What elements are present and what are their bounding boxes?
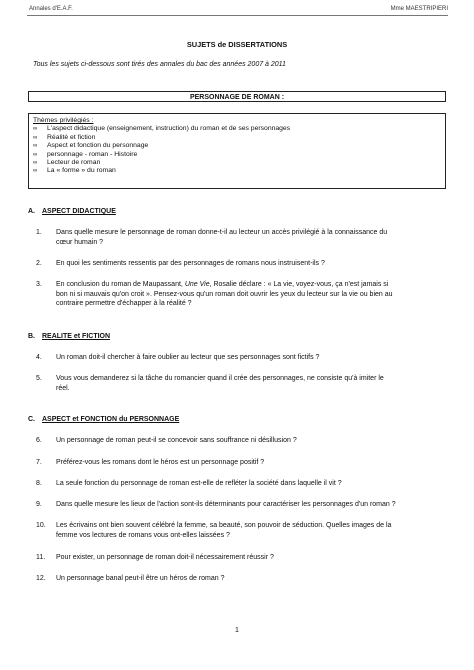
infinity-bullet-icon: ∞ xyxy=(33,151,38,158)
question-number: 3. xyxy=(36,281,42,288)
question-item xyxy=(36,521,446,540)
question-line: Un personnage banal peut-il être un héros de roman ? xyxy=(56,575,225,582)
question-number: 12. xyxy=(36,575,46,582)
question-item xyxy=(36,500,446,510)
question-number: 5. xyxy=(36,375,42,382)
question-line: Préférez-vous les romans dont le héros est un personnage positif ? xyxy=(56,459,265,466)
page-title: SUJETS de DISSERTATIONS xyxy=(186,40,288,49)
theme-item xyxy=(33,134,441,142)
question-line: Dans quelle mesure les lieux de l'action sont-ils déterminants pour caractériser les personnages d'un roman ? xyxy=(56,501,396,508)
question-item xyxy=(36,553,446,563)
section-letter: A. xyxy=(28,208,35,215)
question-line: cœur humain ? xyxy=(56,238,104,246)
book-title: Une Vie xyxy=(184,281,210,288)
theme-item xyxy=(33,167,441,175)
question-text: En conclusion du roman de Maupassant, xyxy=(56,281,185,288)
question-line: Les écrivains ont bien souvent célébré la femme, sa beauté, son pouvoir de séduction. Quelles images de la xyxy=(56,522,392,529)
theme-text: Aspect et fonction du personnage xyxy=(47,142,149,150)
question-number: 1. xyxy=(36,229,42,236)
theme-item xyxy=(33,125,441,133)
question-item xyxy=(36,228,446,247)
theme-item xyxy=(33,142,441,150)
question-line: Un roman doit-il chercher à faire oublier au lecteur que ses personnages sont fictifs ? xyxy=(56,354,320,361)
question-item xyxy=(36,479,446,489)
theme-item xyxy=(33,159,441,167)
question-item xyxy=(36,574,446,584)
theme-text: Lecteur de roman xyxy=(47,159,101,167)
question-line: contraire permettre d'échapper à la réalité ? xyxy=(56,300,192,307)
theme-text: Réalité et fiction xyxy=(47,133,96,141)
question-number: 10. xyxy=(36,522,46,529)
question-item xyxy=(36,280,446,309)
theme-text: L'aspect didactique (enseignement, instruction) du roman et de ses personnages xyxy=(47,125,291,133)
section-title: REALITE et FICTION xyxy=(42,333,111,340)
section-heading-a xyxy=(28,208,116,215)
question-number: 9. xyxy=(36,501,42,508)
infinity-bullet-icon: ∞ xyxy=(33,126,38,133)
section-letter: C. xyxy=(28,416,35,423)
question-item xyxy=(36,458,446,468)
section-heading-b xyxy=(28,333,110,340)
infinity-bullet-icon: ∞ xyxy=(33,134,38,141)
infinity-bullet-icon: ∞ xyxy=(33,160,38,167)
question-line: La seule fonction du personnage de roman est-elle de refléter la société dans laquelle il vit ? xyxy=(56,480,342,487)
section-heading-c xyxy=(28,416,179,423)
theme-item xyxy=(33,151,441,159)
header-rule xyxy=(27,15,448,16)
question-item xyxy=(36,374,446,393)
question-number: 2. xyxy=(36,260,42,267)
infinity-bullet-icon: ∞ xyxy=(33,168,38,175)
header-right: Mme MAESTRIPIERI xyxy=(390,6,448,12)
question-number: 7. xyxy=(36,459,42,466)
section-title: ASPECT DIDACTIQUE xyxy=(42,208,116,215)
page-number: 1 xyxy=(235,627,239,634)
theme-text: personnage - roman - Histoire xyxy=(47,150,138,158)
section-title: ASPECT et FONCTION du PERSONNAGE xyxy=(42,416,180,423)
question-line: Dans quelle mesure le personnage de roman donne-t-il au lecteur un accès privilégié à la connaissance du xyxy=(56,229,388,236)
question-line: réel. xyxy=(56,384,70,392)
question-number: 6. xyxy=(36,437,42,444)
question-item xyxy=(36,259,446,269)
question-line: Un personnage de roman peut-il se concevoir sans souffrance ni désillusion ? xyxy=(56,437,297,444)
question-line: bon ni si mauvais qu'on croit ». Pensez-vous qu'un roman doit ouvrir les yeux du lecteur sur la vie ou bien au xyxy=(56,290,393,298)
question-number: 11. xyxy=(36,554,46,561)
themes-box xyxy=(28,113,446,189)
question-line: En quoi les sentiments ressentis par des personnages de romans nous instruisent-ils ? xyxy=(56,260,325,267)
header-left: Annales d'E.A.F. xyxy=(29,6,73,12)
question-line: Vous vous demanderez si la tâche du romancier quand il crée des personnages, ne consiste qu'à imiter le xyxy=(56,375,384,382)
question-line xyxy=(56,280,446,290)
question-number: 4. xyxy=(36,354,42,361)
question-number: 8. xyxy=(36,480,42,487)
infinity-bullet-icon: ∞ xyxy=(33,143,38,150)
topic-box: PERSONNAGE DE ROMAN : xyxy=(28,91,446,102)
page-subtitle: Tous les sujets ci-dessous sont tirés des annales du bac des années 2007 à 2011 xyxy=(33,61,286,68)
question-line: Pour exister, un personnage de roman doit-il nécessairement réussir ? xyxy=(56,554,274,561)
theme-text: La « forme » du roman xyxy=(47,167,116,175)
question-text: , Rosalie déclare : « La vie, voyez-vous, ça n'est jamais si xyxy=(209,281,389,288)
question-line: femme vos lectures de romans vous ont-elles laissées ? xyxy=(56,531,230,539)
section-letter: B. xyxy=(28,333,35,340)
themes-heading: Thèmes privilégiés : xyxy=(33,117,94,124)
question-item xyxy=(36,353,446,363)
question-item xyxy=(36,436,446,446)
